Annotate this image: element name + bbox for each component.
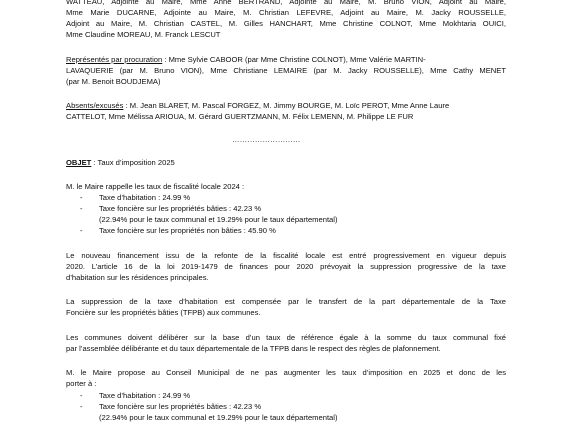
rate-2025-item (80, 402, 500, 412)
compensation-paragraph-line: La suppression de la taxe d’habitation est compensée par le transfert de la part départementale de la Taxe (66, 297, 506, 306)
rate-text: Taxe d’habitation : 24.99 % (99, 193, 191, 202)
present-members-line-3: Adjoint au Maire, M. Christian CASTEL, M. Gilles HANCHART, Mme Christine COLNOT, Mme Mokhtaria OUICI, (66, 19, 506, 28)
rates-2024-intro: M. le Maire rappelle les taux de fiscalité locale 2024 : (66, 182, 245, 191)
rate-text: Taxe foncière sur les propriétés bâties : 42.23 % (99, 402, 262, 411)
absent-line-2: CATTELOT, Mme Mélissa ARIOUA, M. Gérard GUERTZMANN, M. Félix LEMENN, M. Philippe LE FUR (66, 112, 414, 121)
absent-text: : M. Jean BLARET, M. Pascal FORGEZ, M. Jimmy BOURGE, M. Loïc PEROT, Mme Anne Laure (123, 101, 450, 110)
rate-2025-detail: (22.94% pour le taux communal et 19.29% pour le taux départemental) (99, 413, 338, 422)
present-members-line-2: Mme Marie DUCARNE, Adjointe au Maire, M. Christian LEFEVRE, Adjoint au Maire, M. Jacky ROUSSELLE, (66, 8, 506, 17)
rate-2024-item (80, 204, 500, 214)
compensation-paragraph-line: Foncière sur les propriétés bâties (TFPB) aux communes. (66, 308, 261, 317)
proposal-paragraph-line: porter à : (66, 379, 97, 388)
deliberation-paragraph-line: Les communes doivent délibérer sur la base d’un taux de référence égale à la somme du taux communal fixé (66, 333, 506, 342)
bullet-dash: - (80, 193, 83, 202)
subject-label: OBJET (66, 158, 92, 167)
bullet-dash: - (80, 391, 83, 400)
subject-line (66, 158, 506, 168)
absent-heading: Absents/excusés (66, 101, 124, 110)
rate-2024-detail: (22.94% pour le taux communal et 19.29% pour le taux départemental) (99, 215, 338, 224)
proxy-line-3: (par M. Benoit BOUDJEMA) (66, 77, 161, 86)
present-members-line-1: WATTEAU, Adjointe au Maire, Mme Anne BERTRAND, Adjointe au Maire, M. Bruno VION, Adjoint au Maire, (66, 0, 506, 6)
proxy-text: : Mme Sylvie CABOOR (par Mme Christine COLNOT), Mme Valérie MARTIN- (162, 55, 426, 64)
rate-text: Taxe d’habitation : 24.99 % (99, 391, 191, 400)
bullet-dash: - (80, 402, 83, 411)
reform-paragraph-line: d’habitation sur les résidences principales. (66, 273, 209, 282)
absent-line-1 (66, 101, 506, 111)
present-members-line-4: Mme Claudine MOREAU, M. Franck LESCUT (66, 30, 221, 39)
rate-text: Taxe foncière sur les propriétés non bâties : 45.90 % (99, 226, 276, 235)
reform-paragraph-line: 2020. L’article 16 de la loi 2019-1479 de finances pour 2020 prévoyait la suppression progressive de la taxe (66, 262, 506, 271)
deliberation-paragraph-line: par l’assemblée délibérante et du taux départementale de la TFPB dans le respect des règles de plafonnement. (66, 344, 441, 353)
rate-2024-item (80, 193, 500, 203)
proxy-line-2: LAVAQUERIE (par M. Bruno VION), Mme Christiane LEMAIRE (par M. Jacky ROUSSELLE), Mme Cathy MENET (66, 66, 506, 75)
rate-2025-item (80, 391, 500, 401)
reform-paragraph-line: Le nouveau financement issu de la refonte de la fiscalité locale est entré progressivement en vigueur depuis (66, 251, 506, 260)
rate-2024-item (80, 226, 500, 236)
bullet-dash: - (80, 204, 83, 213)
bullet-dash: - (80, 226, 83, 235)
subject-text: : Taux d’imposition 2025 (91, 158, 175, 167)
proposal-paragraph-line: M. le Maire propose au Conseil Municipal de ne pas augmenter les taux d’imposition en 2025 et donc de les (66, 368, 506, 377)
proxy-heading: Représentés par procuration (66, 55, 163, 64)
rate-text: Taxe foncière sur les propriétés bâties : 42.23 % (99, 204, 262, 213)
proxy-line-1 (66, 55, 506, 65)
separator-dots: ……………………… (232, 135, 301, 144)
